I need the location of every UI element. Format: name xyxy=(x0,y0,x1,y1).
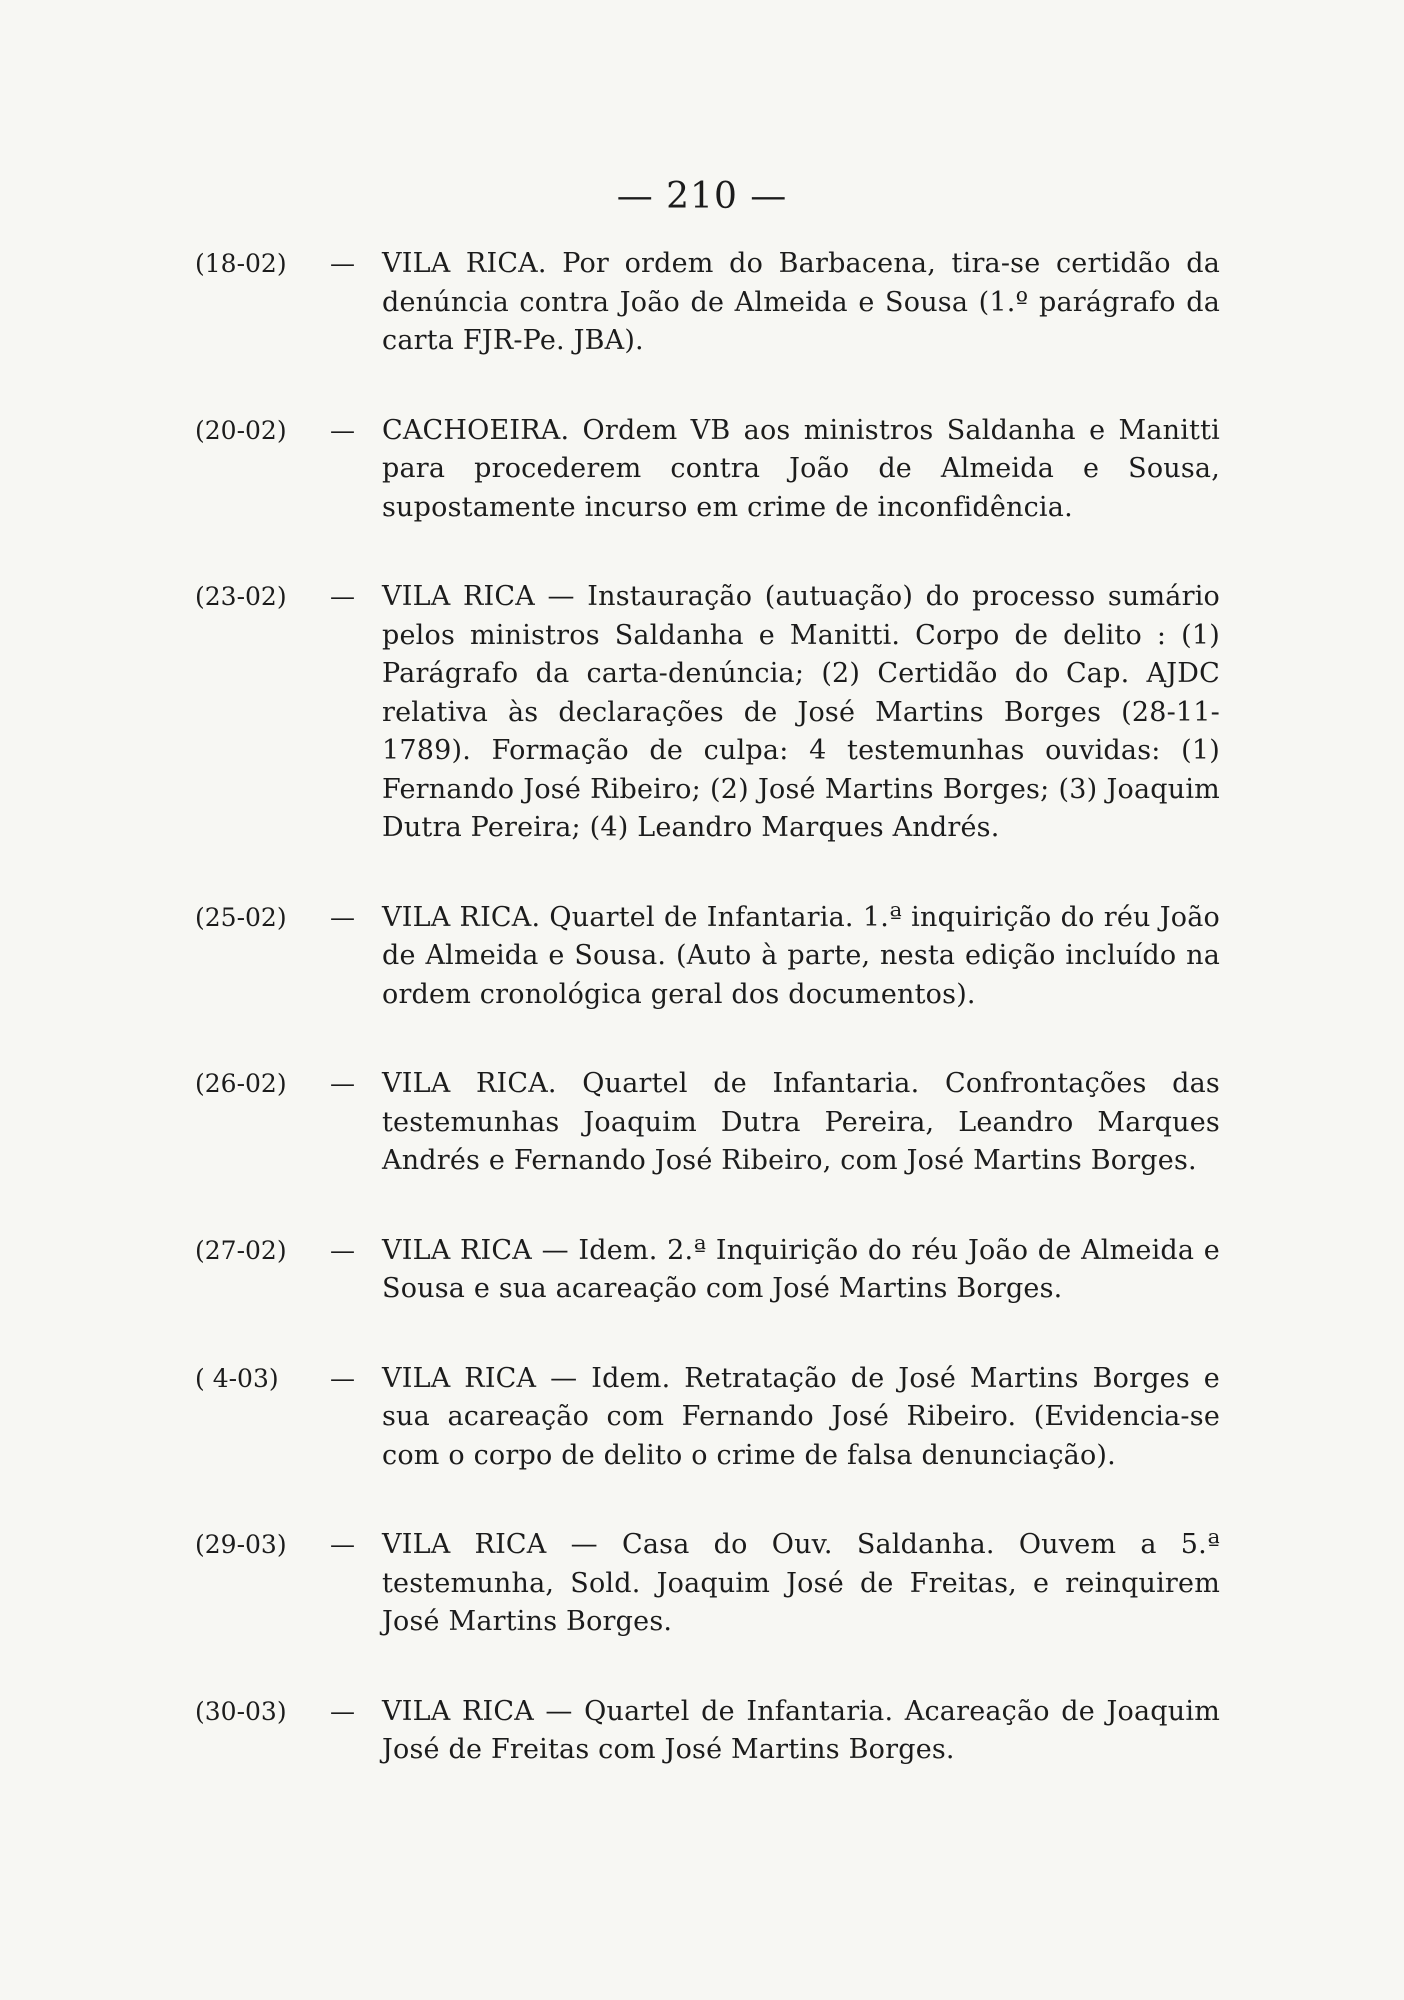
entry-date: (29-03) xyxy=(195,1530,287,1559)
entry-date: (27-02) xyxy=(195,1235,287,1265)
entry-dash: — xyxy=(330,415,355,445)
chronology-entry xyxy=(195,1360,1220,1476)
chronology-entry xyxy=(195,899,1220,1015)
entry-dash: — xyxy=(330,1235,355,1265)
page-number: — 210 — xyxy=(616,176,788,217)
entry-date: (30-03) xyxy=(195,1696,287,1726)
entry-text: VILA RICA — Idem. 2.ª Inquirição do réu João de Almeida e Sousa e sua acareação com José Martins Borges. xyxy=(382,1234,1220,1304)
entry-text: CACHOEIRA. Ordem VB aos ministros Saldanha e Manitti para procederem contra João de Almeida e Sousa, supostamente incurso em crime de inconfidência. xyxy=(382,414,1220,523)
chronology-entry xyxy=(195,1232,1220,1309)
entry-text: VILA RICA — Idem. Retratação de José Martins Borges e sua acareação com Fernando José Ribeiro. (Evidencia-se com o corpo de delito o crime de falsa denunciação). xyxy=(382,1362,1220,1471)
entry-date: (23-02) xyxy=(195,582,287,611)
entry-text: VILA RICA. Quartel de Infantaria. 1.ª inquirição do réu João de Almeida e Sousa. (Auto à parte, nesta edição incluído na ordem cronológica geral dos documentos). xyxy=(382,901,1220,1010)
entry-dash: — xyxy=(330,1696,355,1726)
chronology-entry xyxy=(195,412,1220,528)
entry-date: (26-02) xyxy=(195,1069,287,1098)
entry-dash: — xyxy=(330,1530,355,1559)
entry-text: VILA RICA — Instauração (autuação) do processo sumário pelos ministros Saldanha e Manitti. Corpo de delito : (1) Parágrafo da carta-denúncia; (2) Certidão do Cap. AJDC relativa às declarações de José Martins Borges (28-11-1789). Formação de culpa: 4 testemunhas ouvidas: (1) Fernando José Ribeiro; (2) José Martins Borges; (3) Joaquim Dutra Pereira; (4) Leandro Marques Andrés. xyxy=(382,581,1220,843)
entry-date: ( 4-03) xyxy=(195,1363,279,1393)
entry-text: VILA RICA — Casa do Ouv. Saldanha. Ouvem a 5.ª testemunha, Sold. Joaquim José de Freitas, e reinquirem José Martins Borges. xyxy=(382,1529,1220,1637)
entry-dash: — xyxy=(330,1363,355,1393)
chronology-entry xyxy=(195,578,1220,848)
entry-dash: — xyxy=(330,582,355,611)
chronology-entry xyxy=(195,245,1220,361)
entry-dash: — xyxy=(330,902,355,932)
chronology-entry xyxy=(195,1693,1220,1770)
entry-text: VILA RICA. Quartel de Infantaria. Confrontações das testemunhas Joaquim Dutra Pereira, Leandro Marques Andrés e Fernando José Ribeiro, com José Martins Borges. xyxy=(382,1068,1220,1176)
entry-text: VILA RICA. Por ordem do Barbacena, tira-se certidão da denúncia contra João de Almeida e Sousa (1.º parágrafo da carta FJR-Pe. JBA). xyxy=(382,248,1220,356)
chronology-entry xyxy=(195,1065,1220,1181)
entry-date: (18-02) xyxy=(195,249,287,278)
chronology-entry xyxy=(195,1526,1220,1642)
entry-date: (25-02) xyxy=(195,902,287,932)
entry-dash: — xyxy=(330,249,355,278)
entry-date: (20-02) xyxy=(195,415,287,445)
entry-text: VILA RICA — Quartel de Infantaria. Acareação de Joaquim José de Freitas com José Martins Borges. xyxy=(382,1695,1220,1765)
chronology-list xyxy=(195,245,1220,1821)
entry-dash: — xyxy=(330,1069,355,1098)
